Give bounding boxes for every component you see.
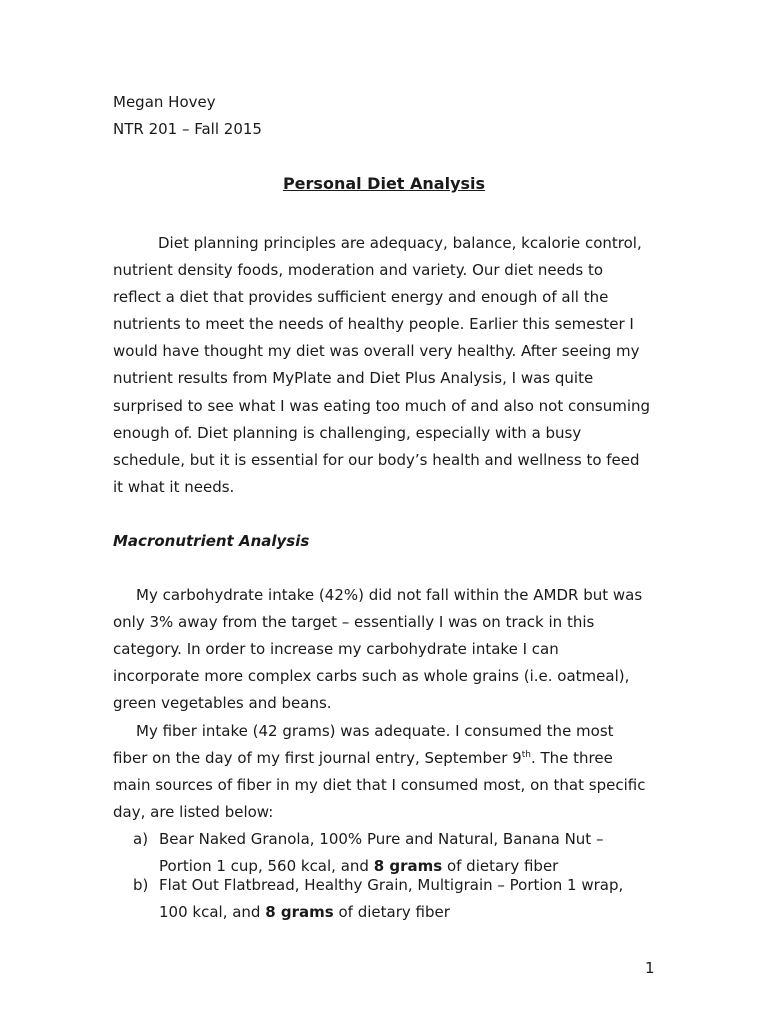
paragraph-line: Diet planning principles are adequacy, balance, kcalorie control, (158, 234, 642, 252)
list-item-text: Portion 1 cup, 560 kcal, and (159, 857, 374, 875)
paragraph-line: nutrients to meet the needs of healthy people. Earlier this semester I (113, 315, 634, 333)
paragraph-line: schedule, but it is essential for our body’s health and wellness to feed (113, 451, 640, 469)
list-marker: a) (133, 830, 149, 848)
paragraph-line: nutrient results from MyPlate and Diet Plus Analysis, I was quite (113, 369, 594, 387)
paragraph-line (113, 748, 613, 768)
paragraph-line: reflect a diet that provides sufficient energy and enough of all the (113, 288, 609, 306)
paragraph-line: incorporate more complex carbs such as whole grains (i.e. oatmeal), (113, 667, 630, 685)
section-heading: Macronutrient Analysis (113, 532, 310, 550)
paragraph-line: would have thought my diet was overall very healthy. After seeing my (113, 342, 640, 360)
list-item-line: Bear Naked Granola, 100% Pure and Natural, Banana Nut – (159, 830, 604, 848)
list-item-text: 100 kcal, and (159, 903, 266, 921)
paragraph-line: day, are listed below: (113, 803, 274, 821)
fiber-amount: 8 grams (373, 857, 443, 875)
paragraph-line: green vegetables and beans. (113, 694, 332, 712)
list-item-text: of dietary fiber (442, 857, 559, 875)
paragraph-line: only 3% away from the target – essentially I was on track in this (113, 613, 595, 631)
paragraph-line: enough of. Diet planning is challenging, especially with a busy (113, 424, 582, 442)
list-item-line (159, 856, 558, 876)
page-number: 1 (645, 959, 655, 977)
paragraph-line: main sources of fiber in my diet that I consumed most, on that specific (113, 776, 646, 794)
document-title: Personal Diet Analysis (282, 174, 486, 193)
list-item-line: Flat Out Flatbread, Healthy Grain, Multigrain – Portion 1 wrap, (159, 876, 624, 894)
paragraph-line: My carbohydrate intake (42%) did not fall within the AMDR but was (136, 586, 643, 604)
paragraph-line: category. In order to increase my carbohydrate intake I can (113, 640, 559, 658)
paragraph-line: My fiber intake (42 grams) was adequate. I consumed the most (136, 722, 614, 740)
paragraph-line: nutrient density foods, moderation and variety. Our diet needs to (113, 261, 604, 279)
list-item-line (159, 902, 450, 922)
author-name: Megan Hovey (113, 93, 216, 111)
ordinal-superscript: th (521, 750, 531, 760)
paragraph-text: . The three (530, 749, 613, 767)
list-marker: b) (133, 876, 149, 894)
course-info: NTR 201 – Fall 2015 (113, 120, 262, 138)
list-item-text: of dietary fiber (333, 903, 450, 921)
paragraph-text: fiber on the day of my first journal entry, September 9 (113, 749, 522, 767)
paragraph-line: surprised to see what I was eating too much of and also not consuming (113, 397, 651, 415)
paragraph-line: it what it needs. (113, 478, 235, 496)
fiber-amount: 8 grams (265, 903, 334, 921)
